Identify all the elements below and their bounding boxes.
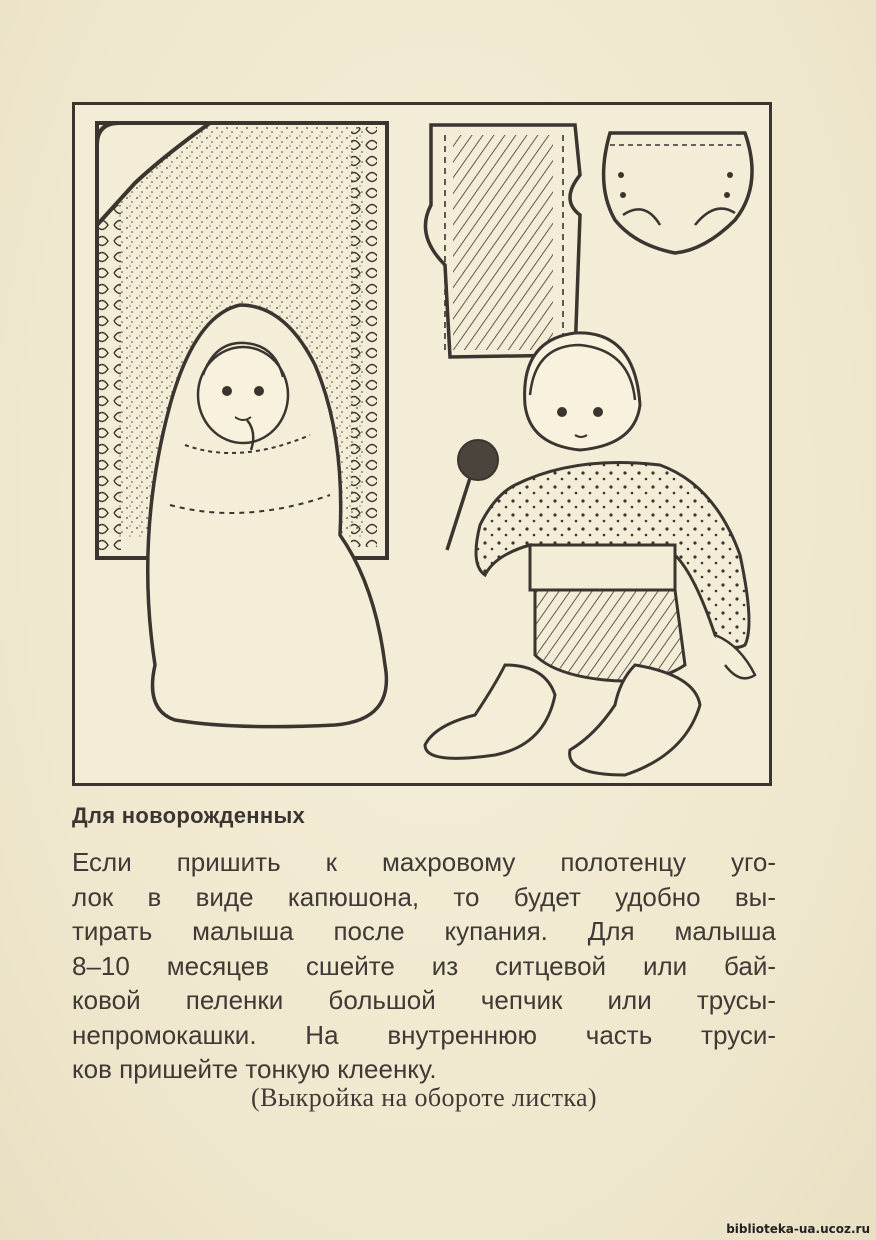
waterproof-briefs-illustration — [604, 133, 752, 253]
caption-line: Если пришить к махровому полотенцу уго- — [72, 847, 776, 877]
illustration-drawing — [75, 105, 769, 783]
caption-line: тирать малыша после купания. Для малыша — [72, 916, 776, 946]
caption-body — [72, 845, 776, 1087]
pattern-note: (Выкройка на обороте листка) — [251, 1083, 597, 1112]
caption-line: лок в виде капюшона, то будет удобно вы- — [72, 881, 776, 912]
caption-line: 8–10 месяцев сшейте из ситцевой или бай- — [72, 950, 776, 981]
source-watermark: biblioteka-ua.ucoz.ru — [726, 1222, 870, 1236]
baby-with-rattle-illustration — [425, 333, 755, 775]
caption-line: ков пришейте тонкую клеенку. — [72, 1054, 437, 1084]
diaper-pants-pattern-illustration — [425, 125, 580, 357]
caption-title: Для новорожденных — [72, 803, 306, 828]
caption-line: непромокашки. На внутреннюю часть труси- — [72, 1019, 776, 1050]
caption-line: ковой пеленки большой чепчик или трусы- — [72, 985, 776, 1015]
illustration-frame — [72, 102, 772, 786]
